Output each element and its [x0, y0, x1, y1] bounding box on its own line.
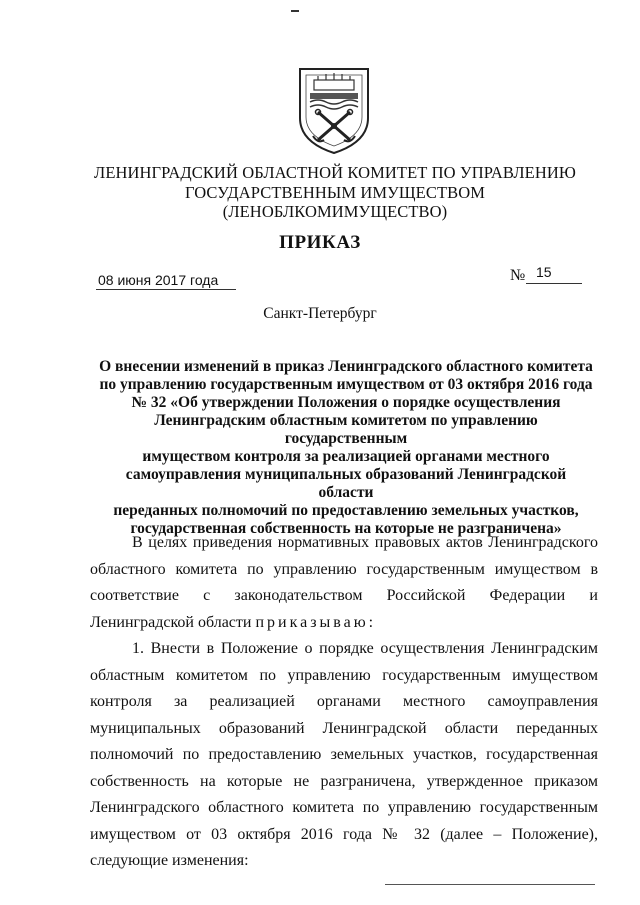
scan-mark: [291, 10, 299, 12]
subject-line: № 32 «Об утверждении Положения о порядке осуществления: [131, 394, 561, 411]
orders-keyword: приказываю:: [255, 613, 377, 631]
subject-line: переданных полномочий по предоставлению земельных участков,: [113, 502, 579, 519]
doc-type-title: ПРИКАЗ: [279, 232, 361, 253]
number-underline: [526, 283, 582, 284]
body-paragraph-item-1: 1. Внести в Положение о порядке осуществления Ленинградским областным комитетом по управлению государственным имуществом контроля за реализацией органами местного самоуправления муниципальных образований Ленинградской области переданных полномочий по предоставлению земельных участков, государственная собственность на которые не разграничена, утвержденное приказом Ленинградского областного комитета по управлению государственным имуществом от 03 октября 2016 года № 32 (далее – Положение), следующие изменения:: [90, 640, 598, 869]
order-subject: [98, 358, 594, 538]
city: Санкт-Петербург: [263, 305, 377, 322]
organization-name: [90, 163, 580, 222]
org-line-1: ЛЕНИНГРАДСКИЙ ОБЛАСТНОЙ КОМИТЕТ ПО УПРАВЛЕНИЮ: [94, 163, 576, 182]
order-body: [90, 530, 598, 875]
subject-line: по управлению государственным имуществом от 03 октября 2016 года: [99, 376, 593, 393]
footer-line: [385, 884, 595, 885]
subject-line: имуществом контроля за реализацией органами местного: [142, 448, 550, 465]
subject-line: государственная собственность на которые не разграничена»: [130, 520, 562, 537]
subject-line: самоуправления муниципальных образований Ленинградской области: [125, 466, 567, 501]
subject-line: О внесении изменений в приказ Ленинградского областного комитета: [99, 358, 593, 375]
number-sign: №: [510, 267, 526, 284]
order-number: 15: [536, 264, 552, 280]
preamble-text: В целях приведения нормативных правовых актов Ленинградского областного комитета по управлению государственным имуществом в соответствие с законодательством Российской Федерации и Ленинградской области: [90, 534, 598, 631]
date-underline: [96, 289, 236, 290]
order-date: 08 июня 2017 года: [98, 272, 219, 288]
org-line-3: (ЛЕНОБЛКОМИМУЩЕСТВО): [222, 202, 448, 221]
org-line-2: ГОСУДАРСТВЕННЫМ ИМУЩЕСТВОМ: [184, 182, 486, 202]
coat-of-arms-icon: [296, 66, 372, 156]
body-paragraph-preamble: [90, 530, 598, 636]
subject-line: Ленинградским областным комитетом по управлению государственным: [154, 412, 538, 447]
